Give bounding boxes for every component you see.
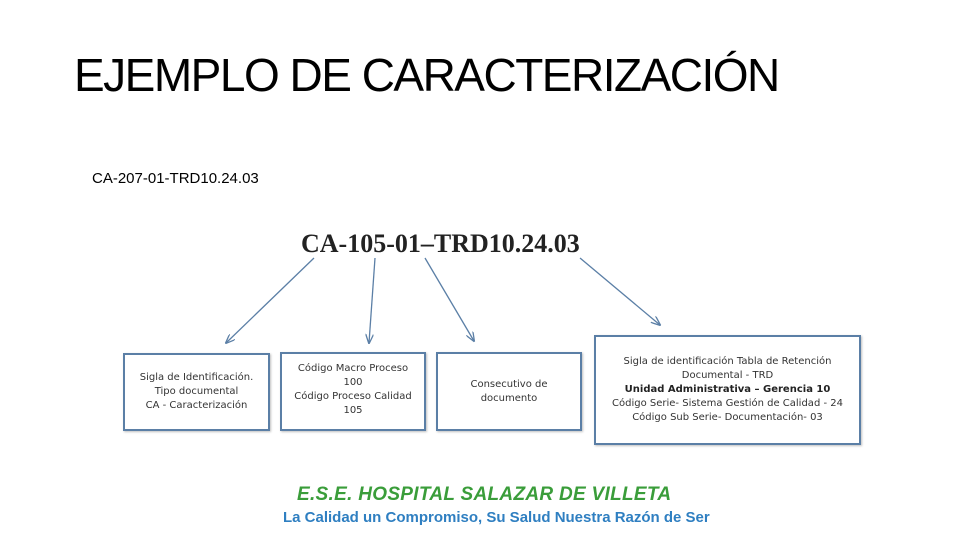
arrow-to-identification-box [226, 258, 314, 343]
code-example-small: CA-207-01-TRD10.24.03 [92, 170, 259, 187]
code-example-main: CA-105-01–TRD10.24.03 [301, 229, 580, 258]
organization-slogan: La Calidad un Compromiso, Su Salud Nuestra Razón de Ser [283, 509, 710, 526]
box-line: documento [480, 392, 538, 404]
box-line: Código Macro Proceso [297, 363, 409, 374]
box-line: Consecutivo de [470, 378, 548, 390]
arrow-to-consecutive-box [425, 258, 474, 341]
box-line: 105 [343, 405, 363, 416]
box-line: Unidad Administrativa – Gerencia 10 [624, 384, 831, 395]
box-line: Sigla de identificación Tabla de Retención [623, 356, 832, 367]
box-line: Tipo documental [154, 386, 239, 397]
organization-name: E.S.E. HOSPITAL SALAZAR DE VILLETA [297, 484, 672, 505]
box-line: CA - Caracterización [145, 400, 248, 411]
consecutive-box [436, 352, 582, 431]
box-line: Sigla de Identificación. [139, 372, 254, 383]
arrow-to-trd-box [580, 258, 660, 325]
box-line: 100 [343, 377, 363, 388]
process-code-box [280, 352, 426, 431]
box-line: Código Proceso Calidad [294, 391, 412, 402]
page-title: EJEMPLO DE CARACTERIZACIÓN [74, 49, 779, 101]
box-line: Código Sub Serie- Documentación- 03 [632, 412, 823, 423]
trd-box [594, 335, 861, 445]
identification-box [123, 353, 270, 431]
arrow-to-process-box [369, 258, 375, 343]
box-line: Documental - TRD [681, 370, 774, 381]
box-line: Código Serie- Sistema Gestión de Calidad - 24 [612, 398, 843, 409]
